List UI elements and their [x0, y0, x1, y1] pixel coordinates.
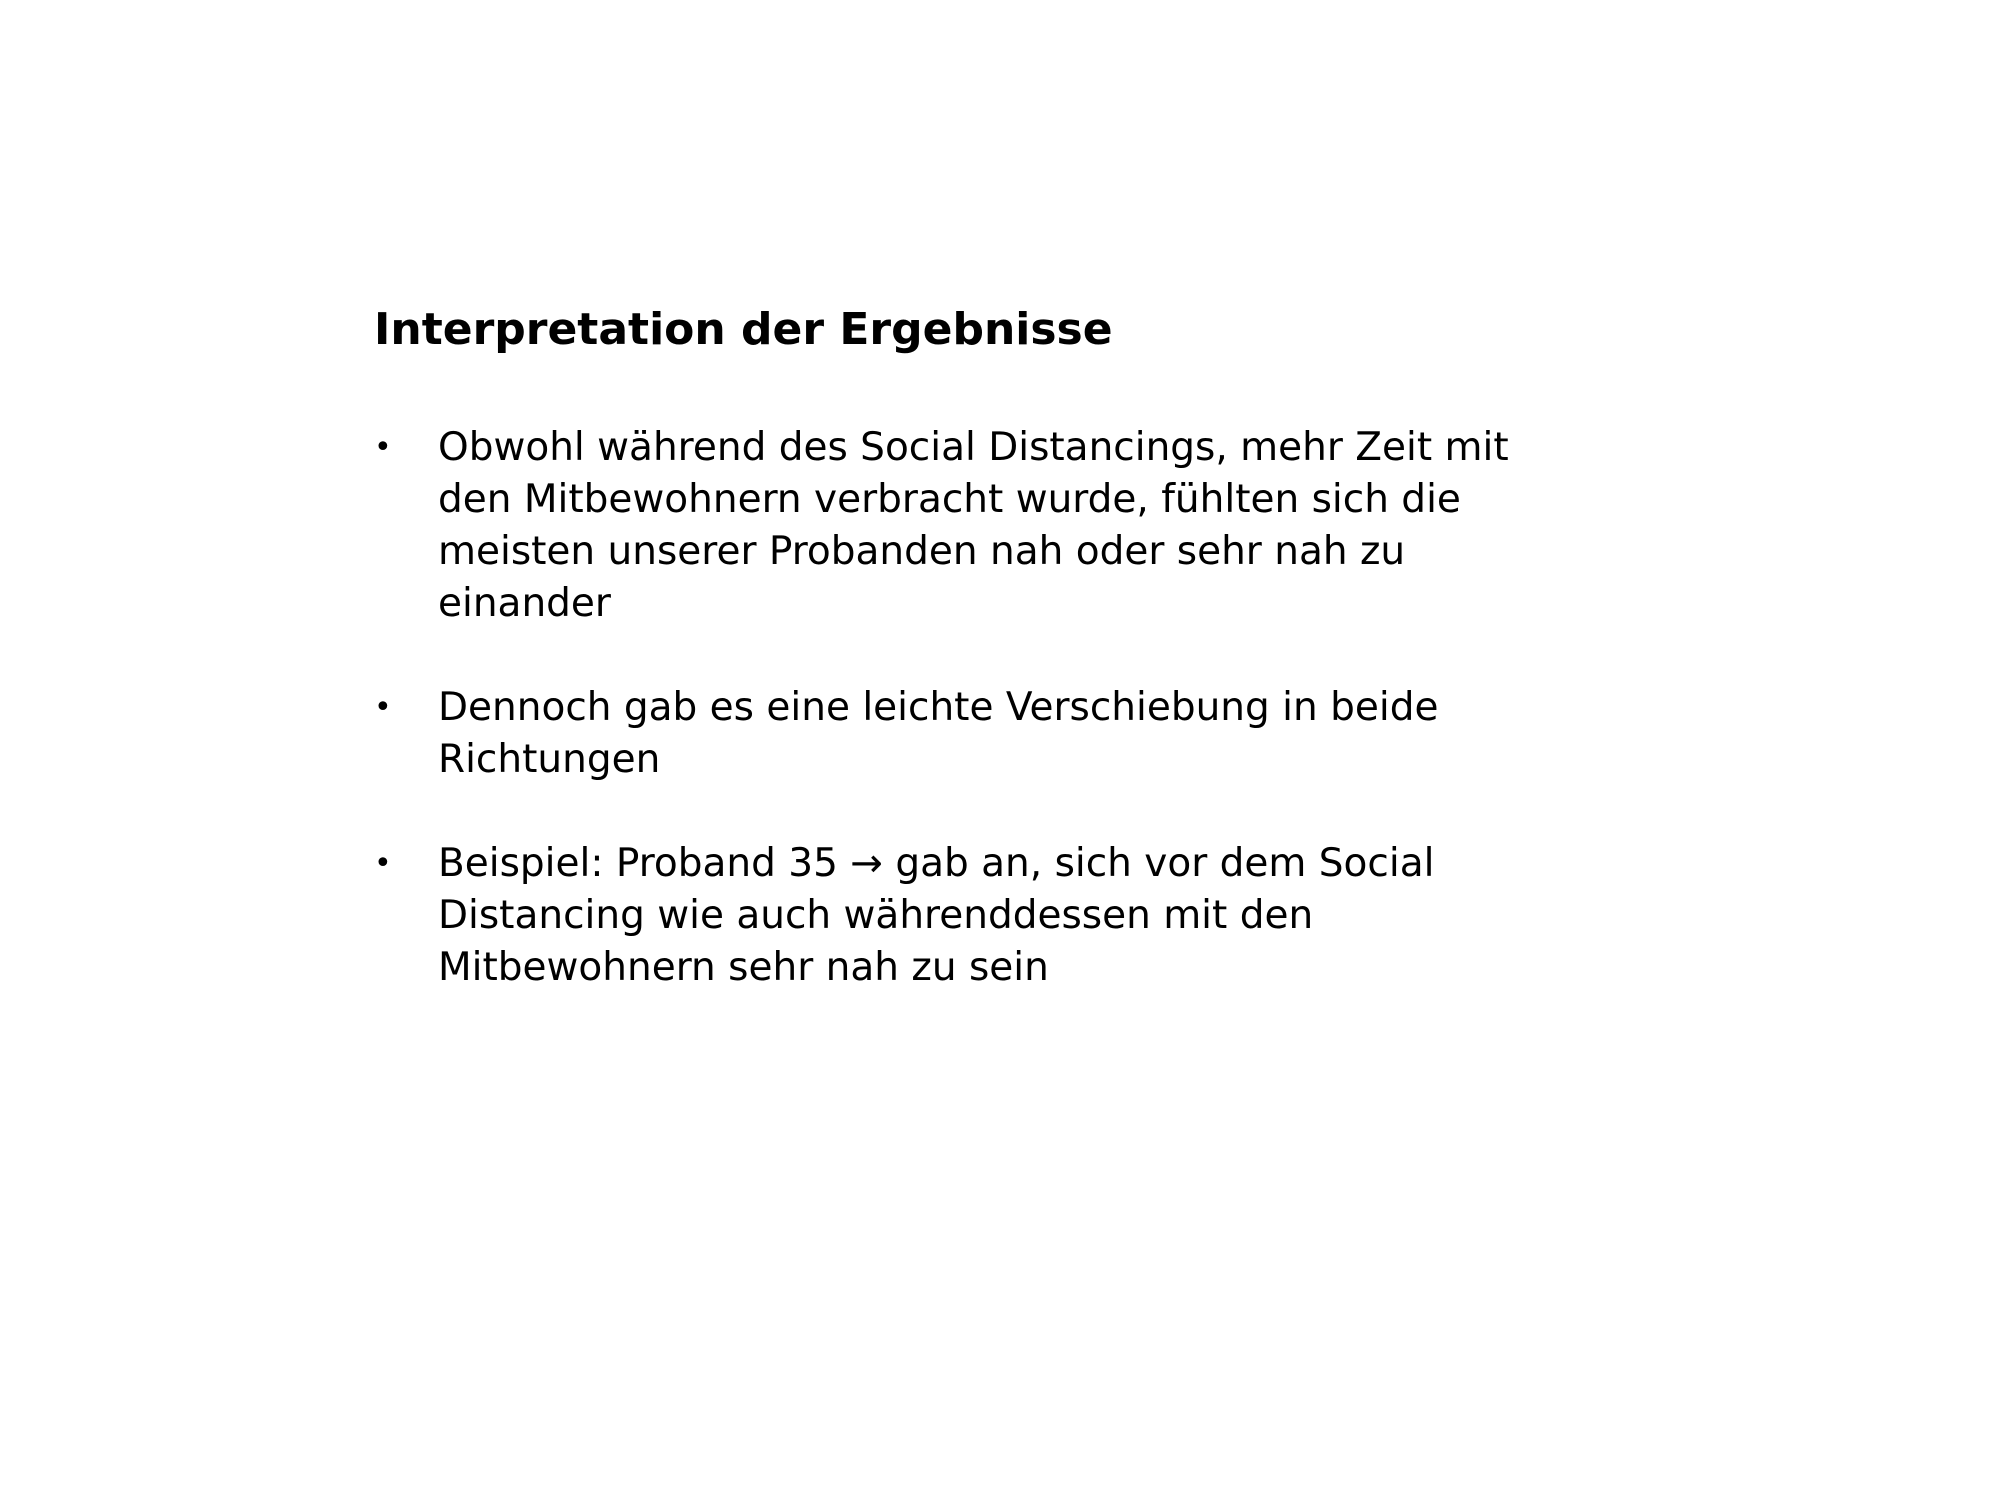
- bullet-icon: •: [374, 690, 392, 725]
- bullet-icon: •: [374, 846, 392, 881]
- bullet-text-line: einander: [438, 581, 611, 626]
- bullet-text-line: Beispiel: Proband 35 → gab an, sich vor dem Social: [438, 841, 1435, 886]
- bullet-text-line: Distancing wie auch währenddessen mit den: [438, 893, 1314, 938]
- bullet-item: [374, 682, 1574, 786]
- bullet-text-line: Mitbewohnern sehr nah zu sein: [438, 945, 1049, 990]
- bullet-item: [374, 838, 1574, 994]
- bullet-item: [374, 422, 1574, 630]
- slide-title: Interpretation der Ergebnisse: [374, 304, 1113, 355]
- bullet-text-line: Dennoch gab es eine leichte Verschiebung in beide: [438, 685, 1439, 730]
- bullet-list: [374, 422, 1574, 994]
- bullet-text-line: den Mitbewohnern verbracht wurde, fühlten sich die: [438, 477, 1461, 522]
- bullet-icon: •: [374, 430, 392, 465]
- bullet-text-line: Obwohl während des Social Distancings, mehr Zeit mit: [438, 425, 1509, 470]
- bullet-text-line: meisten unserer Probanden nah oder sehr nah zu: [438, 529, 1406, 574]
- bullet-text-line: Richtungen: [438, 737, 661, 782]
